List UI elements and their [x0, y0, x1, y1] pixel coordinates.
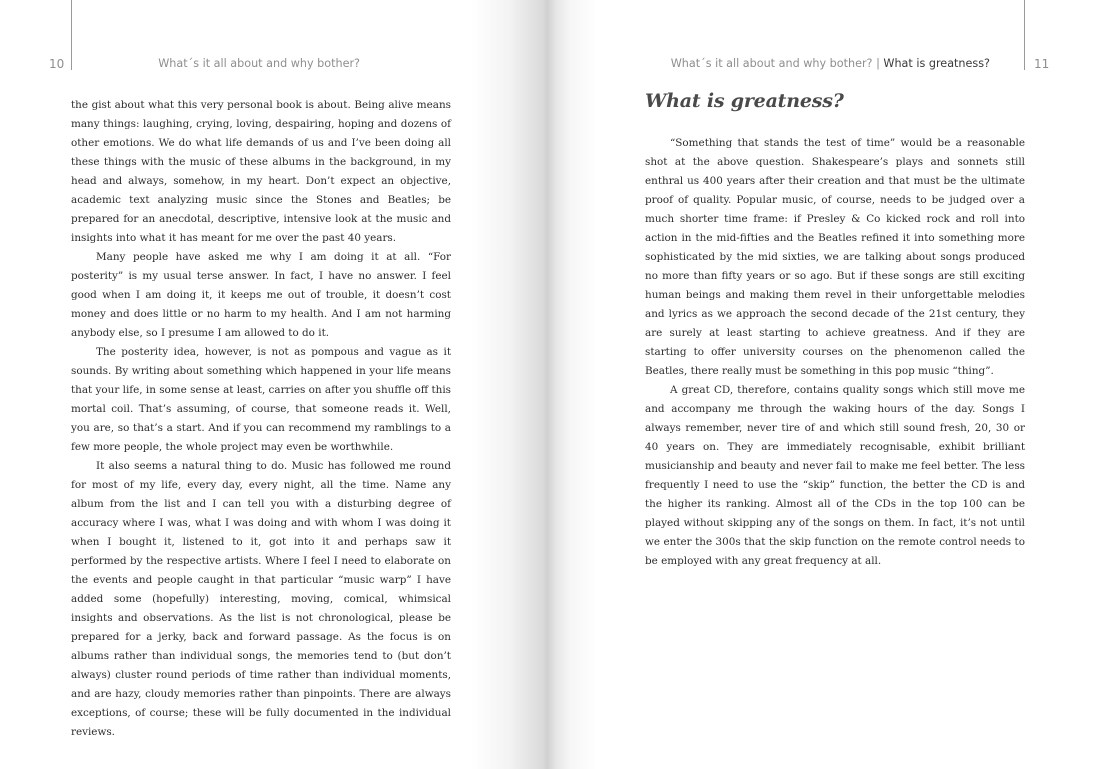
left-paragraph-2: Many people have asked me why I am doing it at all. “For posterity” is my usual terse answer. In fact, I have no answer. I feel good when I am doing it, it keeps me out of trouble, it doesn’t cost money and does little or no harm to my health. And I am not harming anybody else, so I presume I am allowed to do it. — [71, 251, 451, 339]
running-head-section: What´s it all about and why bother? — [670, 57, 873, 70]
left-paragraph-1: the gist about what this very personal book is about. Being alive means many things: laughing, crying, loving, despairing, hoping and dozens of other emotions. We do what life demands of us and I’ve been doing all these things with the music of these albums in the background, in my head and always, somehow, in my heart. Don’t expect an objective, academic text analyzing music since the Stones and Beatles; be prepared for an anecdotal, descriptive, intensive look at the music and insights into what it has meant for me over the past 40 years. — [71, 99, 451, 244]
running-head-separator: | — [876, 57, 880, 70]
running-head-current: What is greatness? — [883, 57, 990, 70]
chapter-title: What is greatness? — [645, 90, 844, 112]
left-page — [0, 0, 548, 769]
right-body-text — [645, 134, 1025, 571]
right-paragraph-1: “Something that stands the test of time” would be a reasonable shot at the above question. Shakespeare’s plays and sonnets still enthral us 400 years after their creation and that must be the ultimate proof of quality. Popular music, of course, needs to be judged over a much shorter time frame: if Presley & Co kicked rock and roll into action in the mid-fifties and the Beatles refined it into something more sophisticated by the mid sixties, we are talking about songs produced no more than fifty years or so ago. But if these songs are still exciting human beings and making them revel in their unforgettable melodies and lyrics as we approach the second decade of the 21st century, they are surely at least starting to achieve greatness. And if they are starting to offer university courses on the phenomenon called the Beatles, there really must be something in this pop music “thing”. — [645, 137, 1025, 377]
right-running-head — [671, 57, 990, 70]
right-page-number: 11 — [1034, 57, 1050, 71]
left-margin-rule — [71, 0, 72, 70]
right-paragraph-2: A great CD, therefore, contains quality songs which still move me and accompany me through the waking hours of the day. Songs I always remember, never tire of and which still sound fresh, 20, 30 or 40 years on. They are immediately recognisable, exhibit brilliant musicianship and beauty and never fail to make me feel better. The less frequently I need to use the “skip” function, the better the CD is and the higher its ranking. Almost all of the CDs in the top 100 can be played without skipping any of the songs on them. In fact, it’s not until we enter the 300s that the skip function on the remote control needs to be employed with any great frequency at all. — [645, 384, 1025, 567]
left-paragraph-3: The posterity idea, however, is not as pompous and vague as it sounds. By writing about something which happened in your life means that your life, in some sense at least, carries on after you shuffle off this mortal coil. That’s assuming, of course, that someone reads it. Well, you are, so that’s a start. And if you can recommend my ramblings to a few more people, the whole project may even be worthwhile. — [71, 346, 451, 453]
left-paragraph-4: It also seems a natural thing to do. Music has followed me round for most of my life, every day, every night, all the time. Name any album from the list and I can tell you with a disturbing degree of accuracy where I was, what I was doing and with whom I was doing it when I bought it, listened to it, got into it and perhaps saw it performed by the respective artists. Where I feel I need to elaborate on the events and people caught in that particular “music warp” I have added some (hopefully) interesting, moving, comical, whimsical insights and observations. As the list is not chronological, please be prepared for a jerky, back and forward passage. As the focus is on albums rather than individual songs, the memories tend to (but don’t always) cluster round periods of time rather than individual moments, and are hazy, cloudy memories rather than pinpoints. There are always exceptions, of course; these will be fully documented in the individual reviews. — [71, 460, 451, 738]
left-body-text — [71, 96, 451, 742]
right-margin-rule — [1024, 0, 1025, 70]
left-running-head: What´s it all about and why bother? — [158, 57, 360, 70]
right-page — [548, 0, 1097, 769]
left-page-number: 10 — [49, 57, 65, 71]
